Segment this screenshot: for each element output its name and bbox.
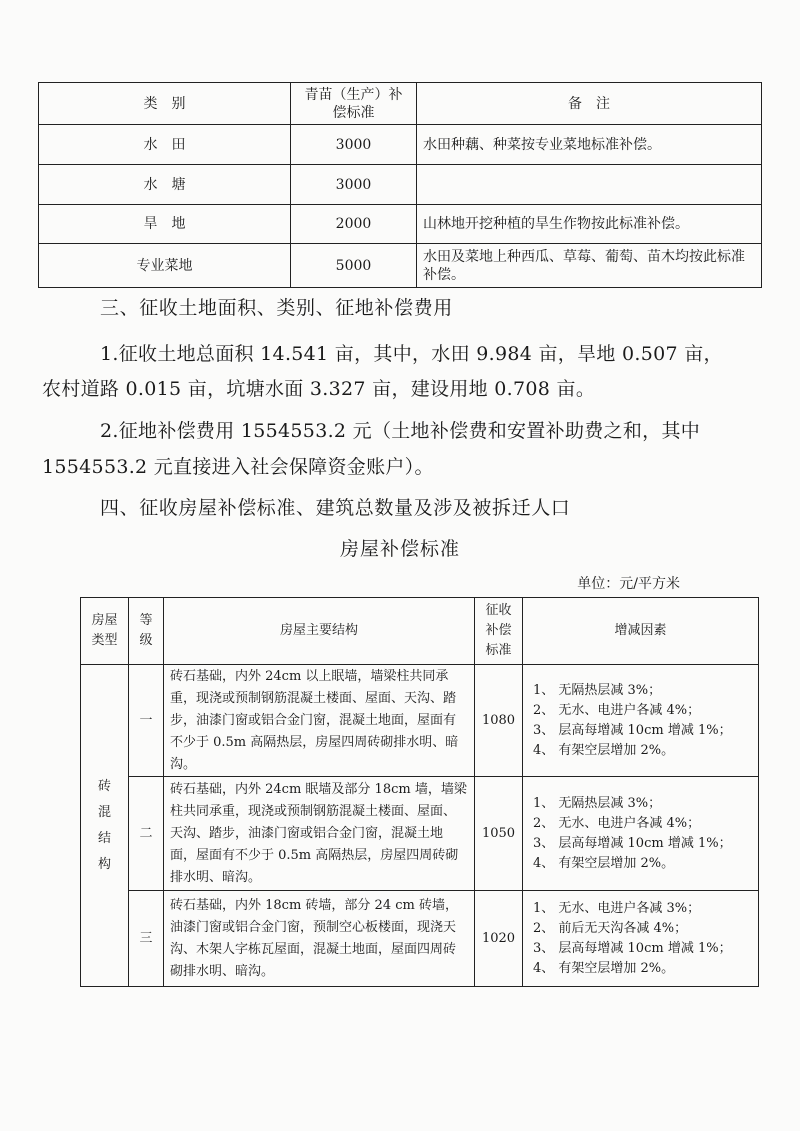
- crop-compensation-table: [38, 82, 762, 288]
- cell-category: 水 田: [39, 125, 291, 165]
- table-row: [81, 777, 759, 891]
- factor-item: 3、 层高每增减 10cm 增减 1%；: [533, 940, 732, 956]
- factor-item: 3、 层高每增减 10cm 增减 1%；: [533, 835, 732, 851]
- table-row: [81, 891, 759, 987]
- table-row: [81, 665, 759, 777]
- cell-standard: 5000: [291, 244, 417, 288]
- table-header-row: [81, 598, 759, 665]
- section3-paragraph1-line2: 农村道路 0.015 亩，坑塘水面 3.327 亩，建设用地 0.708 亩。: [42, 378, 596, 400]
- cell-factors: [523, 665, 759, 777]
- cell-standard: 3000: [291, 125, 417, 165]
- section3-heading: 三、征收土地面积、类别、征地补偿费用: [100, 297, 453, 319]
- cell-category: 旱 地: [39, 205, 291, 244]
- cell-structure: 砖石基础，内外 24cm 以上眠墙，墙梁柱共同承重，现浇或预制钢筋混凝土楼面、屋面、天沟、踏步，油漆门窗或铝合金门窗，混凝土地面，屋面有不少于 0.5m 高隔热层，房屋四周砖砌排水明、暗沟。: [164, 665, 475, 777]
- house-type-cell: [81, 665, 129, 987]
- section3-paragraph2-line2: 1554553.2 元直接进入社会保障资金账户）。: [42, 456, 434, 478]
- section3-paragraph1-line1: 1.征收土地总面积 14.541 亩，其中，水田 9.984 亩，旱地 0.507 亩，: [100, 343, 723, 365]
- cell-note: 水田及菜地上种西瓜、草莓、葡萄、苗木均按此标准补偿。: [417, 244, 762, 288]
- factor-item: 4、 有架空层增加 2%。: [533, 960, 675, 976]
- cell-factors: [523, 777, 759, 891]
- section4-heading: 四、征收房屋补偿标准、建筑总数量及涉及被拆迁人口: [100, 497, 571, 519]
- cell-note: 水田种藕、种菜按专业菜地标准补偿。: [417, 125, 762, 165]
- cell-grade: 一: [129, 665, 164, 777]
- table-row: [39, 244, 762, 288]
- house-compensation-table: [80, 597, 759, 987]
- table-header-row: [39, 83, 762, 125]
- house-table-title: 房屋补偿标准: [339, 538, 460, 560]
- factor-item: 4、 有架空层增加 2%。: [533, 855, 675, 871]
- header-house-type: 房屋类型: [81, 598, 129, 665]
- factor-item: 1、 无隔热层减 3%；: [533, 795, 662, 811]
- house-type-label: 砖混结构: [98, 778, 112, 872]
- table-row: [39, 205, 762, 244]
- cell-category: 专业菜地: [39, 244, 291, 288]
- factor-item: 2、 无水、电进户各减 4%；: [533, 702, 701, 718]
- cell-standard: 1080: [475, 665, 523, 777]
- cell-category: 水 塘: [39, 165, 291, 205]
- table-row: [39, 165, 762, 205]
- cell-factors: [523, 891, 759, 987]
- cell-grade: 二: [129, 777, 164, 891]
- header-grade: 等级: [129, 598, 164, 665]
- cell-structure: 砖石基础，内外 24cm 眠墙及部分 18cm 墙，墙梁柱共同承重，现浇或预制钢筋混凝土楼面、屋面、天沟、踏步，油漆门窗或铝合金门窗，混凝土地面，屋面有不少于 0.5m 高隔热层，房屋四周砖砌排水明、暗沟。: [164, 777, 475, 891]
- header-category: 类 别: [39, 83, 291, 125]
- factor-item: 4、 有架空层增加 2%。: [533, 742, 675, 758]
- cell-standard: 1020: [475, 891, 523, 987]
- cell-standard: 1050: [475, 777, 523, 891]
- unit-label: 单位：元/平方米: [577, 576, 680, 592]
- header-standard: 征收补偿标准: [475, 598, 523, 665]
- cell-note: [417, 165, 762, 205]
- header-standard: 青苗（生产）补偿标准: [291, 83, 417, 125]
- cell-structure: 砖石基础，内外 18cm 砖墙，部分 24 cm 砖墙，油漆门窗或铝合金门窗，预制空心板楼面，现浇天沟、木架人字栋瓦屋面，混凝土地面，屋面四周砖砌排水明、暗沟。: [164, 891, 475, 987]
- factor-item: 1、 无水、电进户各减 3%；: [533, 900, 701, 916]
- header-factors: 增减因素: [523, 598, 759, 665]
- cell-grade: 三: [129, 891, 164, 987]
- factor-item: 2、 无水、电进户各减 4%；: [533, 815, 701, 831]
- header-structure: 房屋主要结构: [164, 598, 475, 665]
- section3-paragraph2-line1: 2.征地补偿费用 1554553.2 元（土地补偿费和安置补助费之和，其中: [100, 420, 701, 442]
- factor-item: 2、 前后无天沟各减 4%；: [533, 920, 688, 936]
- cell-note: 山林地开挖种植的旱生作物按此标准补偿。: [417, 205, 762, 244]
- header-note: 备 注: [417, 83, 762, 125]
- cell-standard: 2000: [291, 205, 417, 244]
- cell-standard: 3000: [291, 165, 417, 205]
- factor-item: 1、 无隔热层减 3%；: [533, 682, 662, 698]
- table-row: [39, 125, 762, 165]
- factor-item: 3、 层高每增减 10cm 增减 1%；: [533, 722, 732, 738]
